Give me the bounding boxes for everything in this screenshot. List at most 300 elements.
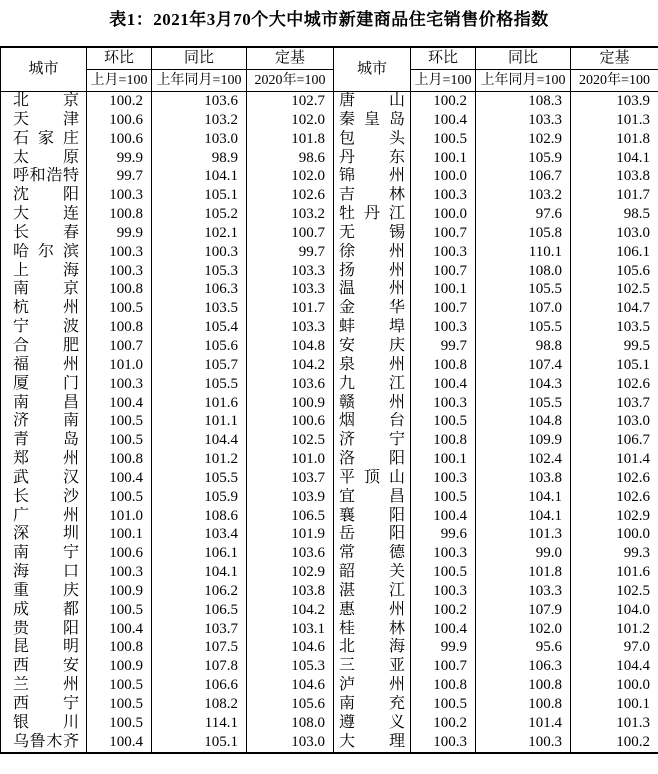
fixed-base-index-cell-left: 100.7: [247, 224, 334, 243]
mom-index-cell-right: 99.9: [411, 638, 476, 657]
table-title: 表1：2021年3月70个大中城市新建商品住宅销售价格指数: [109, 10, 549, 29]
header-city-left: 城市: [1, 47, 87, 92]
mom-index-cell-right: 100.8: [411, 676, 476, 695]
yoy-index-cell-left: 105.6: [152, 337, 247, 356]
city-name: 武汉: [13, 468, 79, 486]
city-name: 海口: [13, 563, 79, 581]
city-name: 泸州: [339, 676, 405, 694]
mom-index-cell-left: 100.7: [87, 337, 152, 356]
city-cell-left: [1, 488, 87, 507]
mom-index-cell-left: 100.4: [87, 469, 152, 488]
yoy-index-cell-left: 106.6: [152, 676, 247, 695]
fixed-base-index-cell-right: 100.2: [571, 733, 658, 753]
city-name: 锦州: [339, 167, 405, 185]
fixed-base-index-cell-left: 104.6: [247, 676, 334, 695]
table-row: [1, 507, 658, 526]
city-name: 南京: [13, 280, 79, 298]
yoy-index-cell-left: 106.5: [152, 601, 247, 620]
yoy-index-cell-right: 104.1: [476, 488, 571, 507]
city-cell-right: [334, 469, 411, 488]
mom-index-cell-left: 100.6: [87, 111, 152, 130]
mom-index-cell-right: 100.3: [411, 582, 476, 601]
city-name: 太原: [13, 148, 79, 166]
city-name: 温州: [339, 280, 405, 298]
city-cell-left: [1, 394, 87, 413]
mom-index-cell-right: 100.5: [411, 412, 476, 431]
yoy-index-cell-right: 107.9: [476, 601, 571, 620]
city-name: 包头: [339, 129, 405, 147]
city-cell-right: [334, 544, 411, 563]
fixed-base-index-cell-left: 106.5: [247, 507, 334, 526]
yoy-index-cell-right: 100.8: [476, 695, 571, 714]
mom-index-cell-right: 100.2: [411, 92, 476, 111]
yoy-index-cell-right: 108.3: [476, 92, 571, 111]
mom-index-cell-right: 100.3: [411, 186, 476, 205]
fixed-base-index-cell-right: 102.6: [571, 469, 658, 488]
table-row: [1, 92, 658, 111]
yoy-index-cell-left: 107.5: [152, 638, 247, 657]
header-row-main: [1, 47, 658, 70]
city-name: 昆明: [13, 638, 79, 656]
header-base-sub-left: 2020年=100: [247, 70, 334, 92]
city-name: 无锡: [339, 223, 405, 241]
city-cell-left: [1, 657, 87, 676]
city-name: 赣州: [339, 393, 405, 411]
mom-index-cell-left: 100.4: [87, 394, 152, 413]
table-row: [1, 620, 658, 639]
fixed-base-index-cell-right: 104.4: [571, 657, 658, 676]
yoy-index-cell-right: 102.9: [476, 130, 571, 149]
city-name: 合肥: [13, 336, 79, 354]
city-cell-right: [334, 243, 411, 262]
fixed-base-index-cell-right: 101.4: [571, 450, 658, 469]
city-cell-left: [1, 469, 87, 488]
city-name: 九江: [339, 374, 405, 392]
mom-index-cell-left: 100.5: [87, 431, 152, 450]
yoy-index-cell-right: 105.5: [476, 394, 571, 413]
yoy-index-cell-left: 101.2: [152, 450, 247, 469]
city-cell-right: [334, 507, 411, 526]
yoy-index-cell-left: 106.2: [152, 582, 247, 601]
yoy-index-cell-left: 103.7: [152, 620, 247, 639]
city-name: 郑州: [13, 450, 79, 468]
table-row: [1, 525, 658, 544]
fixed-base-index-cell-left: 103.9: [247, 488, 334, 507]
fixed-base-index-cell-left: 102.9: [247, 563, 334, 582]
mom-index-cell-right: 100.5: [411, 563, 476, 582]
fixed-base-index-cell-right: 99.3: [571, 544, 658, 563]
table-row: [1, 356, 658, 375]
city-cell-right: [334, 92, 411, 111]
fixed-base-index-cell-right: 103.9: [571, 92, 658, 111]
yoy-index-cell-left: 102.1: [152, 224, 247, 243]
table-row: [1, 394, 658, 413]
yoy-index-cell-left: 105.3: [152, 262, 247, 281]
city-cell-left: [1, 375, 87, 394]
yoy-index-cell-left: 98.9: [152, 149, 247, 168]
city-name: 桂林: [339, 619, 405, 637]
city-cell-right: [334, 394, 411, 413]
mom-index-cell-left: 100.5: [87, 488, 152, 507]
fixed-base-index-cell-left: 103.7: [247, 469, 334, 488]
yoy-index-cell-right: 105.5: [476, 280, 571, 299]
city-cell-left: [1, 205, 87, 224]
mom-index-cell-right: 100.7: [411, 262, 476, 281]
city-name: 唐山: [339, 92, 405, 109]
fixed-base-index-cell-right: 101.2: [571, 620, 658, 639]
yoy-index-cell-right: 104.3: [476, 375, 571, 394]
city-name: 烟台: [339, 412, 405, 430]
fixed-base-index-cell-right: 101.7: [571, 186, 658, 205]
fixed-base-index-cell-right: 101.3: [571, 714, 658, 733]
city-cell-right: [334, 488, 411, 507]
yoy-index-cell-left: 105.1: [152, 186, 247, 205]
yoy-index-cell-right: 101.4: [476, 714, 571, 733]
city-cell-left: [1, 582, 87, 601]
fixed-base-index-cell-left: 104.8: [247, 337, 334, 356]
table-row: [1, 280, 658, 299]
fixed-base-index-cell-left: 101.9: [247, 525, 334, 544]
mom-index-cell-left: 100.8: [87, 318, 152, 337]
yoy-index-cell-right: 110.1: [476, 243, 571, 262]
yoy-index-cell-left: 104.1: [152, 563, 247, 582]
fixed-base-index-cell-left: 101.0: [247, 450, 334, 469]
header-yoy-left: 同比: [152, 47, 247, 70]
mom-index-cell-right: 100.1: [411, 450, 476, 469]
city-cell-left: [1, 337, 87, 356]
fixed-base-index-cell-left: 108.0: [247, 714, 334, 733]
fixed-base-index-cell-right: 103.8: [571, 167, 658, 186]
city-name: 贵阳: [13, 619, 79, 637]
fixed-base-index-cell-left: 105.3: [247, 657, 334, 676]
fixed-base-index-cell-right: 103.5: [571, 318, 658, 337]
city-cell-left: [1, 149, 87, 168]
yoy-index-cell-right: 108.0: [476, 262, 571, 281]
city-cell-right: [334, 733, 411, 753]
table-row: [1, 563, 658, 582]
fixed-base-index-cell-right: 106.1: [571, 243, 658, 262]
city-name: 平顶山: [339, 468, 405, 486]
city-cell-right: [334, 431, 411, 450]
table-row: [1, 582, 658, 601]
city-cell-right: [334, 337, 411, 356]
city-cell-right: [334, 620, 411, 639]
yoy-index-cell-left: 103.4: [152, 525, 247, 544]
city-name: 上海: [13, 261, 79, 279]
city-name: 金华: [339, 299, 405, 317]
fixed-base-index-cell-left: 102.5: [247, 431, 334, 450]
city-name: 秦皇岛: [339, 110, 405, 128]
fixed-base-index-cell-left: 104.2: [247, 356, 334, 375]
yoy-index-cell-right: 103.2: [476, 186, 571, 205]
city-name: 南充: [339, 695, 405, 712]
city-cell-right: [334, 111, 411, 130]
city-cell-left: [1, 130, 87, 149]
yoy-index-cell-right: 103.8: [476, 469, 571, 488]
yoy-index-cell-right: 103.3: [476, 111, 571, 130]
fixed-base-index-cell-left: 100.9: [247, 394, 334, 413]
mom-index-cell-left: 100.6: [87, 130, 152, 149]
mom-index-cell-left: 99.9: [87, 149, 152, 168]
yoy-index-cell-right: 98.8: [476, 337, 571, 356]
city-cell-left: [1, 601, 87, 620]
city-name: 广州: [13, 506, 79, 524]
mom-index-cell-left: 100.9: [87, 582, 152, 601]
city-name: 哈尔滨: [13, 242, 79, 260]
city-name: 福州: [13, 355, 79, 373]
city-name: 三亚: [339, 657, 405, 675]
fixed-base-index-cell-left: 103.6: [247, 375, 334, 394]
fixed-base-index-cell-left: 103.6: [247, 544, 334, 563]
table-row: [1, 224, 658, 243]
table-row: [1, 431, 658, 450]
city-name: 北京: [13, 92, 79, 109]
table-row: [1, 299, 658, 318]
yoy-index-cell-left: 105.5: [152, 375, 247, 394]
fixed-base-index-cell-right: 106.7: [571, 431, 658, 450]
mom-index-cell-left: 99.9: [87, 224, 152, 243]
mom-index-cell-left: 100.4: [87, 733, 152, 753]
fixed-base-index-cell-right: 99.5: [571, 337, 658, 356]
mom-index-cell-left: 100.5: [87, 714, 152, 733]
mom-index-cell-right: 100.2: [411, 601, 476, 620]
city-cell-right: [334, 280, 411, 299]
yoy-index-cell-left: 103.5: [152, 299, 247, 318]
mom-index-cell-left: 100.5: [87, 695, 152, 714]
city-name: 北海: [339, 638, 405, 656]
city-name: 洛阳: [339, 450, 405, 468]
header-mom-right: 环比: [411, 47, 476, 70]
yoy-index-cell-left: 114.1: [152, 714, 247, 733]
mom-index-cell-left: 100.9: [87, 657, 152, 676]
table-row: [1, 733, 658, 753]
city-cell-right: [334, 167, 411, 186]
city-name: 牡丹江: [339, 205, 405, 223]
city-name: 安庆: [339, 336, 405, 354]
city-name: 长春: [13, 223, 79, 241]
city-cell-left: [1, 563, 87, 582]
fixed-base-index-cell-left: 101.7: [247, 299, 334, 318]
yoy-index-cell-right: 99.0: [476, 544, 571, 563]
city-name: 厦门: [13, 374, 79, 392]
mom-index-cell-right: 100.3: [411, 394, 476, 413]
city-cell-left: [1, 638, 87, 657]
fixed-base-index-cell-left: 103.3: [247, 318, 334, 337]
header-mom-sub-right: 上月=100: [411, 70, 476, 92]
city-name: 湛江: [339, 581, 405, 599]
fixed-base-index-cell-right: 97.0: [571, 638, 658, 657]
fixed-base-index-cell-left: 103.3: [247, 262, 334, 281]
yoy-index-cell-left: 100.3: [152, 243, 247, 262]
city-cell-left: [1, 695, 87, 714]
city-name: 重庆: [13, 581, 79, 599]
city-cell-right: [334, 412, 411, 431]
header-base-sub-right: 2020年=100: [571, 70, 658, 92]
table-row: [1, 450, 658, 469]
city-cell-left: [1, 111, 87, 130]
table-row: [1, 544, 658, 563]
city-cell-right: [334, 356, 411, 375]
city-cell-left: [1, 262, 87, 281]
mom-index-cell-right: 100.0: [411, 167, 476, 186]
city-name: 常德: [339, 544, 405, 562]
yoy-index-cell-left: 107.8: [152, 657, 247, 676]
fixed-base-index-cell-right: 104.7: [571, 299, 658, 318]
city-name: 泉州: [339, 355, 405, 373]
yoy-index-cell-left: 105.2: [152, 205, 247, 224]
city-name: 天津: [13, 110, 79, 128]
city-cell-right: [334, 638, 411, 657]
city-cell-left: [1, 714, 87, 733]
mom-index-cell-left: 100.3: [87, 243, 152, 262]
city-name: 长沙: [13, 487, 79, 505]
city-name: 成都: [13, 600, 79, 618]
mom-index-cell-right: 100.4: [411, 507, 476, 526]
header-row-sub: [1, 70, 658, 92]
yoy-index-cell-right: 105.8: [476, 224, 571, 243]
fixed-base-index-cell-left: 104.6: [247, 638, 334, 657]
mom-index-cell-right: 100.1: [411, 149, 476, 168]
mom-index-cell-right: 100.7: [411, 299, 476, 318]
city-name: 沈阳: [13, 186, 79, 204]
mom-index-cell-left: 100.5: [87, 601, 152, 620]
fixed-base-index-cell-left: 101.8: [247, 130, 334, 149]
table-row: [1, 676, 658, 695]
mom-index-cell-right: 100.4: [411, 620, 476, 639]
table-row: [1, 149, 658, 168]
yoy-index-cell-right: 107.0: [476, 299, 571, 318]
yoy-index-cell-right: 100.8: [476, 676, 571, 695]
fixed-base-index-cell-left: 103.8: [247, 582, 334, 601]
mom-index-cell-left: 100.4: [87, 620, 152, 639]
yoy-index-cell-right: 105.5: [476, 318, 571, 337]
city-cell-right: [334, 299, 411, 318]
city-cell-right: [334, 318, 411, 337]
city-cell-left: [1, 356, 87, 375]
mom-index-cell-right: 100.3: [411, 318, 476, 337]
city-cell-right: [334, 149, 411, 168]
yoy-index-cell-left: 105.9: [152, 488, 247, 507]
city-name: 银川: [13, 713, 79, 731]
city-name: 杭州: [13, 299, 79, 317]
mom-index-cell-right: 100.3: [411, 544, 476, 563]
fixed-base-index-cell-left: 102.7: [247, 92, 334, 111]
mom-index-cell-left: 101.0: [87, 507, 152, 526]
yoy-index-cell-left: 105.1: [152, 733, 247, 753]
city-name: 济宁: [339, 431, 405, 449]
city-cell-left: [1, 167, 87, 186]
yoy-index-cell-right: 107.4: [476, 356, 571, 375]
yoy-index-cell-left: 101.6: [152, 394, 247, 413]
mom-index-cell-right: 100.5: [411, 695, 476, 714]
table-row: [1, 375, 658, 394]
city-cell-left: [1, 243, 87, 262]
mom-index-cell-left: 99.7: [87, 167, 152, 186]
fixed-base-index-cell-right: 104.0: [571, 601, 658, 620]
fixed-base-index-cell-right: 101.3: [571, 111, 658, 130]
header-yoy-sub-right: 上年同月=100: [476, 70, 571, 92]
city-name: 南昌: [13, 393, 79, 411]
fixed-base-index-cell-right: 102.9: [571, 507, 658, 526]
mom-index-cell-right: 99.7: [411, 337, 476, 356]
table-row: [1, 167, 658, 186]
mom-index-cell-left: 100.5: [87, 676, 152, 695]
city-cell-left: [1, 431, 87, 450]
yoy-index-cell-right: 100.3: [476, 733, 571, 753]
city-name: 乌鲁木齐: [13, 732, 79, 750]
price-index-table: [0, 46, 658, 754]
city-cell-left: [1, 186, 87, 205]
mom-index-cell-right: 100.0: [411, 205, 476, 224]
mom-index-cell-left: 100.3: [87, 186, 152, 205]
yoy-index-cell-left: 108.2: [152, 695, 247, 714]
header-mom-sub-left: 上月=100: [87, 70, 152, 92]
fixed-base-index-cell-right: 102.5: [571, 582, 658, 601]
yoy-index-cell-right: 102.0: [476, 620, 571, 639]
table-body: [1, 92, 658, 753]
city-cell-left: [1, 224, 87, 243]
header-city-right: 城市: [334, 47, 411, 92]
header-yoy-right: 同比: [476, 47, 571, 70]
city-cell-left: [1, 620, 87, 639]
mom-index-cell-left: 100.8: [87, 638, 152, 657]
city-cell-right: [334, 676, 411, 695]
fixed-base-index-cell-right: 103.7: [571, 394, 658, 413]
city-name: 吉林: [339, 186, 405, 204]
city-cell-right: [334, 262, 411, 281]
yoy-index-cell-left: 103.6: [152, 92, 247, 111]
mom-index-cell-right: 100.5: [411, 130, 476, 149]
fixed-base-index-cell-right: 100.0: [571, 676, 658, 695]
city-cell-right: [334, 714, 411, 733]
mom-index-cell-left: 100.3: [87, 563, 152, 582]
city-name: 宁波: [13, 318, 79, 336]
fixed-base-index-cell-left: 98.6: [247, 149, 334, 168]
fixed-base-index-cell-left: 103.0: [247, 733, 334, 753]
yoy-index-cell-right: 95.6: [476, 638, 571, 657]
fixed-base-index-cell-right: 105.6: [571, 262, 658, 281]
table-row: [1, 469, 658, 488]
city-cell-right: [334, 375, 411, 394]
fixed-base-index-cell-right: 101.8: [571, 130, 658, 149]
city-name: 韶关: [339, 563, 405, 581]
city-cell-left: [1, 412, 87, 431]
mom-index-cell-left: 100.1: [87, 525, 152, 544]
city-cell-left: [1, 544, 87, 563]
city-name: 襄阳: [339, 506, 405, 524]
table-row: [1, 488, 658, 507]
fixed-base-index-cell-right: 103.0: [571, 412, 658, 431]
city-cell-left: [1, 299, 87, 318]
city-name: 南宁: [13, 544, 79, 562]
city-name: 深圳: [13, 525, 79, 543]
mom-index-cell-right: 100.7: [411, 224, 476, 243]
mom-index-cell-right: 100.8: [411, 431, 476, 450]
yoy-index-cell-right: 106.3: [476, 657, 571, 676]
fixed-base-index-cell-right: 102.6: [571, 488, 658, 507]
fixed-base-index-cell-left: 99.7: [247, 243, 334, 262]
mom-index-cell-left: 100.5: [87, 412, 152, 431]
city-name: 大理: [339, 732, 405, 750]
fixed-base-index-cell-left: 100.6: [247, 412, 334, 431]
city-name: 大连: [13, 205, 79, 223]
table-row: [1, 130, 658, 149]
mom-index-cell-left: 101.0: [87, 356, 152, 375]
table-row: [1, 601, 658, 620]
mom-index-cell-left: 100.5: [87, 299, 152, 318]
table-row: [1, 111, 658, 130]
fixed-base-index-cell-right: 100.1: [571, 695, 658, 714]
